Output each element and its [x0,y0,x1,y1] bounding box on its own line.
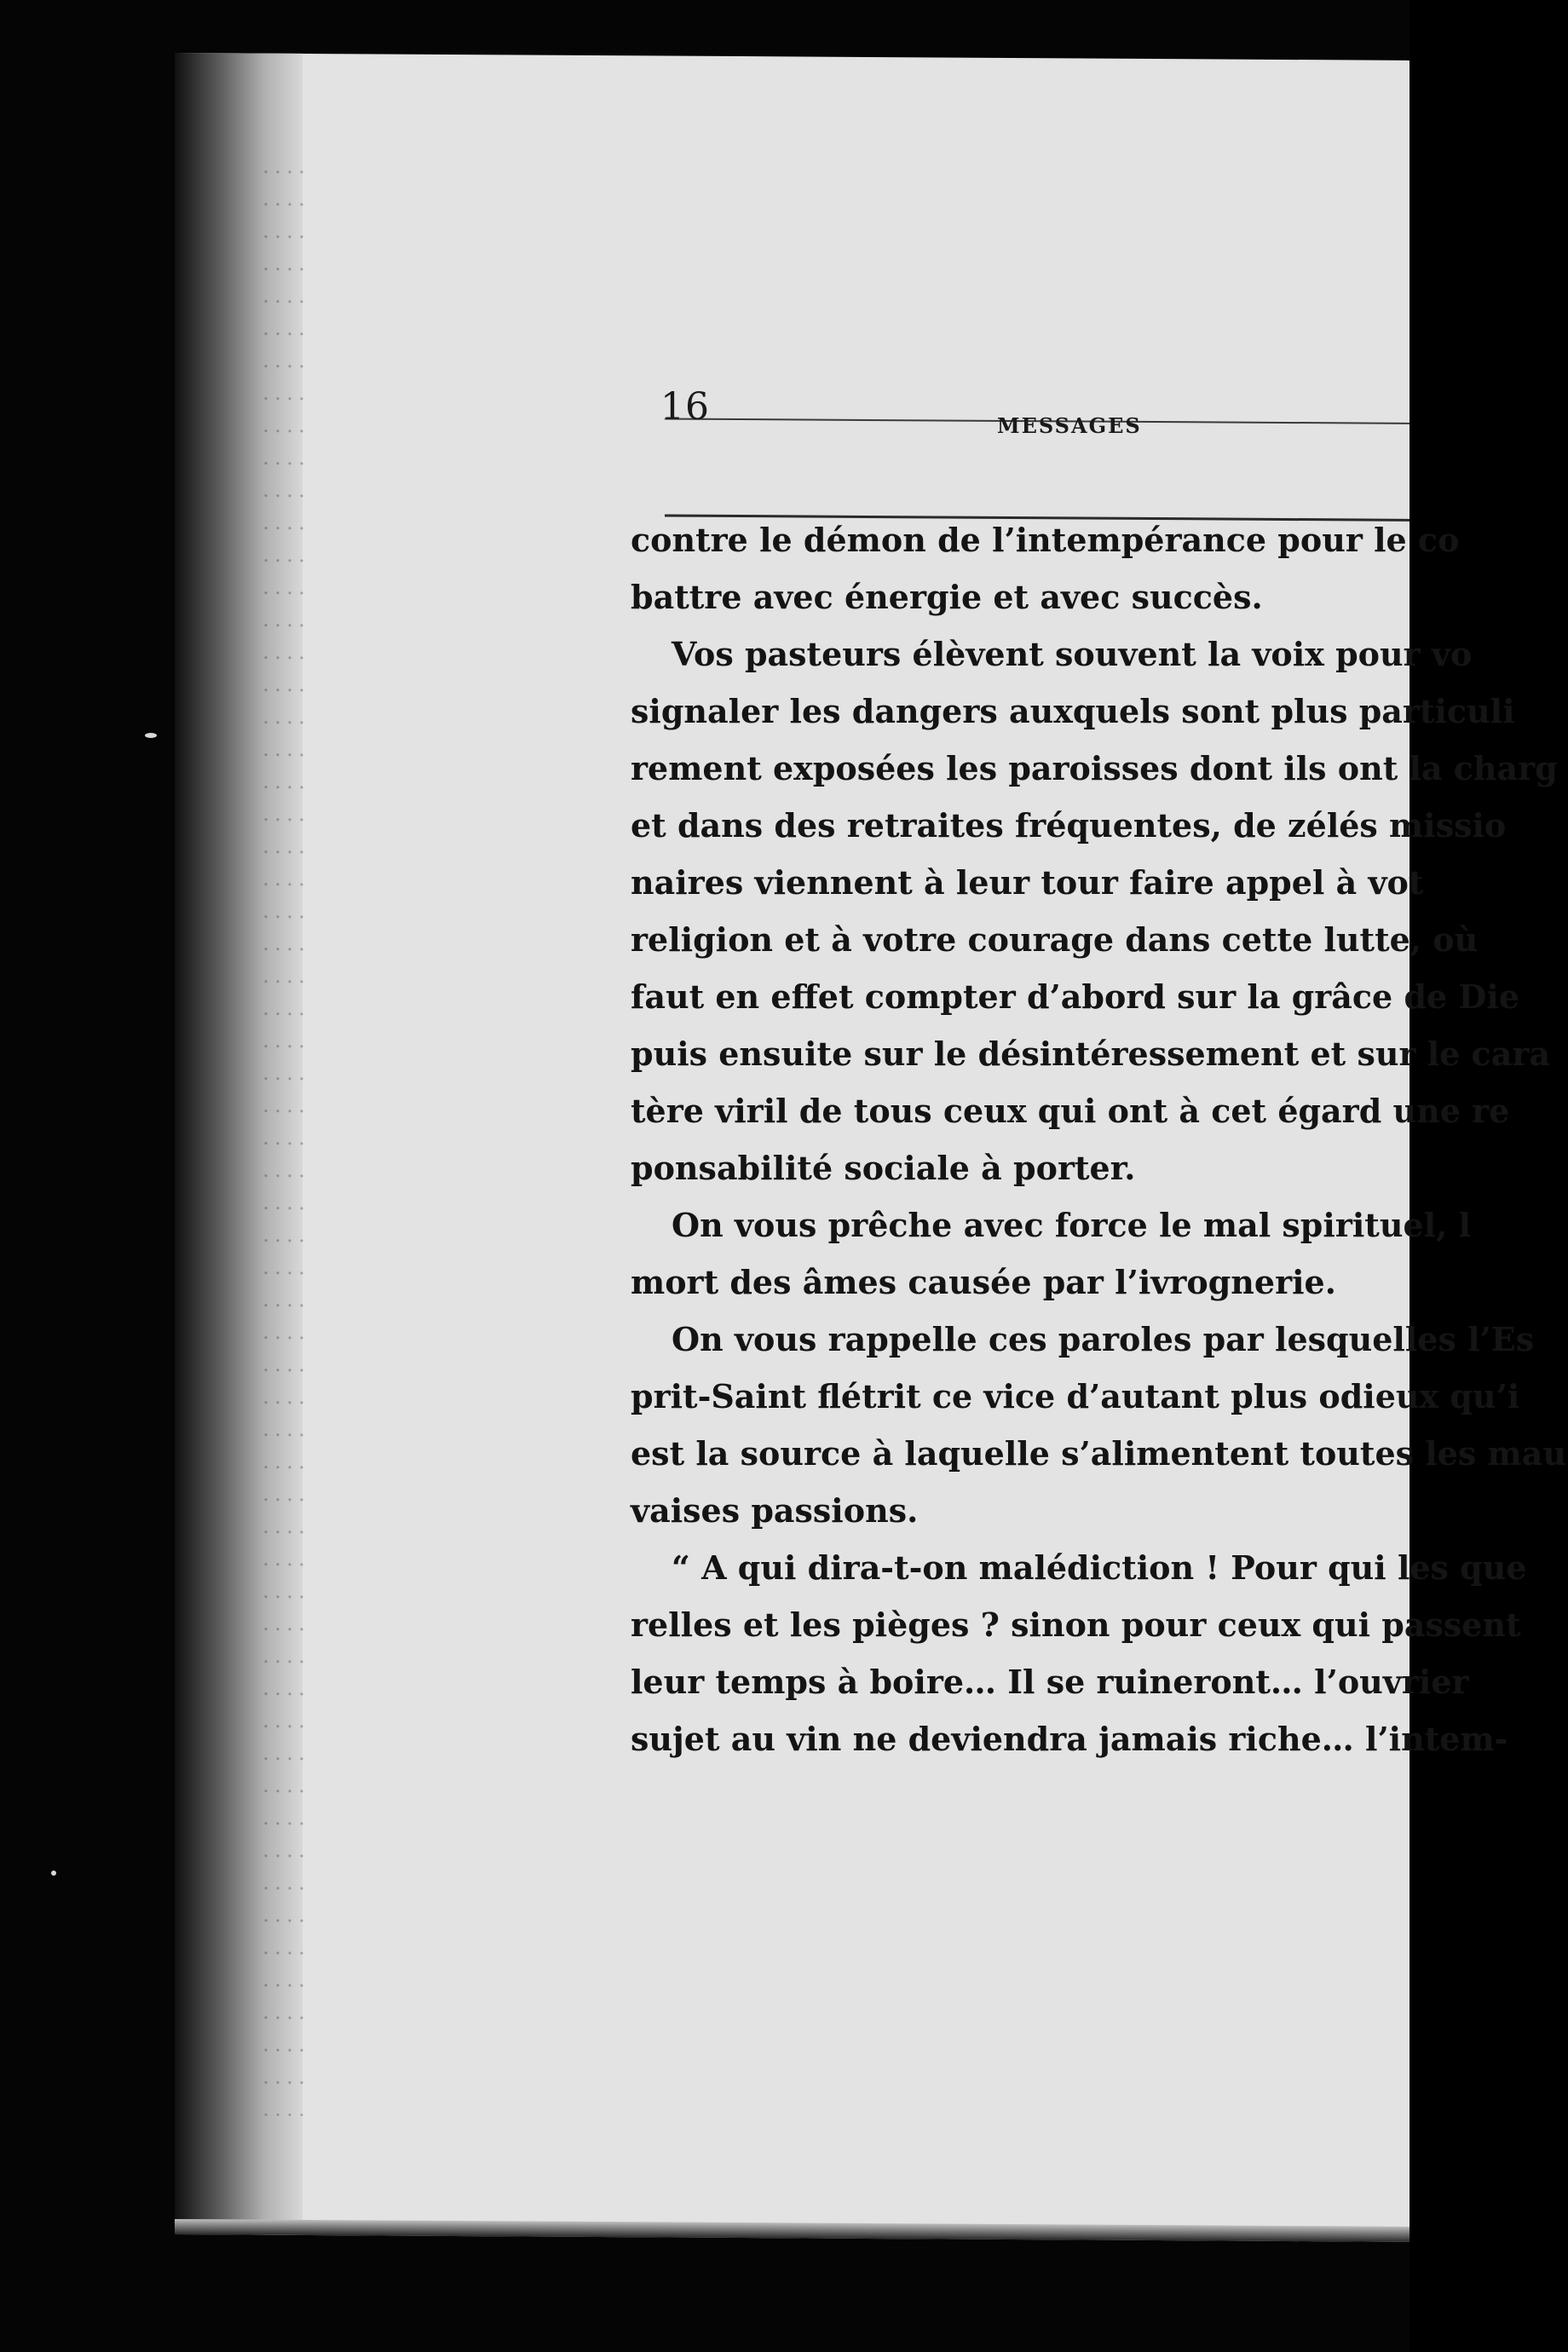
text-line: rement exposées les paroisses dont ils ont la charg [631,749,1558,787]
text-line: signaler les dangers auxquels sont plus particuli [631,692,1515,730]
text-line: religion et à votre courage dans cette lutte, où [631,920,1479,959]
text-line: prit-Saint flétrit ce vice d’autant plus odieux qu’i [631,1377,1520,1415]
body-text [631,511,1568,1767]
text-line: sujet au vin ne deviendra jamais riche… l’intem- [631,1720,1508,1758]
text-line: On vous prêche avec force le mal spirituel, l [672,1206,1471,1244]
text-line: et dans des retraites fréquentes, de zélés missio [631,806,1507,845]
text-line: est la source à laquelle s’alimentent toutes les mau [631,1434,1566,1473]
gutter-stitch-marks [260,156,311,2116]
text-line: contre le démon de l’intempérance pour le co [631,521,1460,559]
page-number: 16 [660,385,710,429]
text-line: relles et les pièges ? sinon pour ceux qui passent [631,1605,1521,1644]
text-line: Vos pasteurs élèvent souvent la voix pour vo [672,635,1473,673]
text-line: tère viril de tous ceux qui ont à cet égard une re [631,1092,1510,1130]
text-line: On vous rappelle ces paroles par lesquelles l’Es [672,1320,1535,1358]
text-line: puis ensuite sur le désintéressement et sur le cara [631,1035,1550,1073]
text-line: leur temps à boire… Il se ruineront… l’ouvrier [631,1663,1469,1701]
scan-speck [51,1871,56,1876]
scan-speck [145,733,157,738]
text-line: faut en effet compter d’abord sur la grâce de Die [631,977,1519,1016]
text-line: battre avec énergie et avec succès. [631,578,1263,616]
text-line: mort des âmes causée par l’ivrognerie. [631,1263,1336,1301]
text-line: “ A qui dira-t-on malédiction ! Pour qui les que [672,1548,1527,1587]
page-bottom-edge [175,2219,1409,2242]
text-line: vaises passions. [631,1491,919,1530]
text-line: ponsabilité sociale à porter. [631,1149,1136,1187]
running-title: MESSAGES [997,413,1142,438]
text-line: naires viennent à leur tour faire appel à vot [631,863,1424,902]
